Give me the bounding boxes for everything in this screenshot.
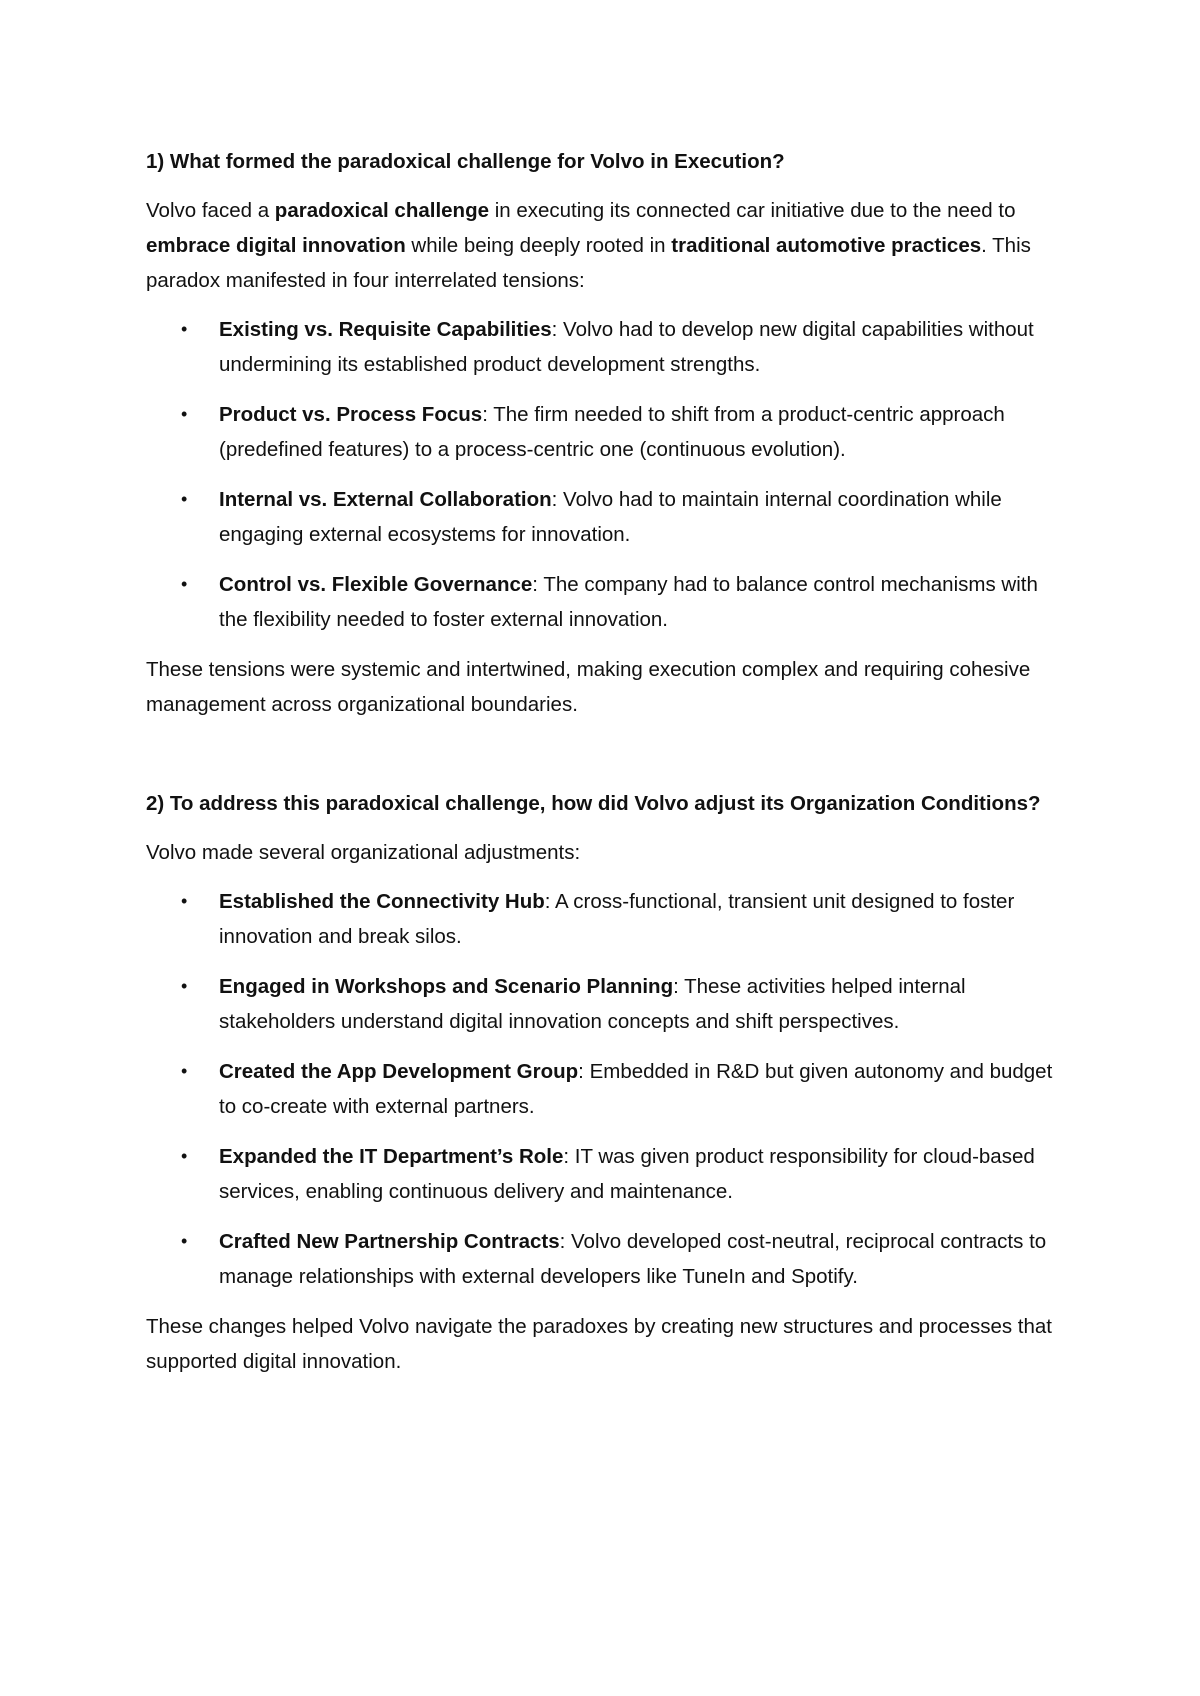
bullet-icon: • [181, 319, 188, 339]
intro-bold-1: paradoxical challenge [274, 199, 489, 222]
bullet-icon: • [181, 976, 188, 996]
list-item [146, 567, 1066, 637]
item-term: Created the App Development Group [219, 1060, 579, 1083]
item-text: : IT was given product responsibility for cloud-based services, enabling continuous delivery and maintenance. [219, 1145, 1035, 1203]
list-item [146, 482, 1066, 552]
section1-intro [146, 193, 1066, 298]
intro-text-1: Volvo faced a [146, 199, 275, 222]
item-term: Engaged in Workshops and Scenario Planning [219, 975, 674, 998]
bullet-icon: • [181, 574, 188, 594]
item-text: : Embedded in R&D but given autonomy and budget to co-create with external partners. [219, 1060, 1053, 1118]
intro-text-4: . This paradox manifested in four interrelated tensions: [146, 234, 1031, 292]
section1-conclusion: These tensions were systemic and intertwined, making execution complex and requiring cohesive management across organizational boundaries. [146, 658, 1031, 716]
list-item [146, 1224, 1066, 1294]
item-text: : Volvo had to develop new digital capabilities without undermining its established product development strengths. [219, 318, 1034, 376]
intro-text-2: in executing its connected car initiative due to the need to [489, 199, 1016, 222]
section-spacer [146, 736, 1066, 786]
section1-heading: 1) What formed the paradoxical challenge for Volvo in Execution? [146, 150, 785, 173]
list-item [146, 1054, 1066, 1124]
section2-heading: 2) To address this paradoxical challenge, how did Volvo adjust its Organization Conditions? [146, 792, 1041, 815]
item-text: : Volvo had to maintain internal coordination while engaging external ecosystems for innovation. [219, 488, 1002, 546]
bullet-icon: • [181, 489, 188, 509]
item-text: : The firm needed to shift from a product-centric approach (predefined features) to a process-centric one (continuous evolution). [219, 403, 1005, 461]
list-item [146, 884, 1066, 954]
adjustments-list [146, 884, 1066, 1294]
list-item [146, 1139, 1066, 1209]
item-text: : The company had to balance control mechanisms with the flexibility needed to foster external innovation. [219, 573, 1038, 631]
section2-intro: Volvo made several organizational adjustments: [146, 841, 581, 864]
bullet-icon: • [181, 891, 188, 911]
item-term: Internal vs. External Collaboration [219, 488, 552, 511]
item-term: Established the Connectivity Hub [219, 890, 545, 913]
intro-text-3: while being deeply rooted in [405, 234, 672, 257]
list-item [146, 969, 1066, 1039]
list-item [146, 312, 1066, 382]
item-term: Product vs. Process Focus [219, 403, 483, 426]
item-term: Existing vs. Requisite Capabilities [219, 318, 552, 341]
list-item [146, 397, 1066, 467]
intro-bold-3: traditional automotive practices [671, 234, 982, 257]
document-page [146, 144, 1066, 1393]
bullet-icon: • [181, 1231, 188, 1251]
bullet-icon: • [181, 404, 188, 424]
item-text: : Volvo developed cost-neutral, reciprocal contracts to manage relationships with external developers like TuneIn and Spotify. [219, 1230, 1047, 1288]
tensions-list [146, 312, 1066, 637]
item-term: Expanded the IT Department’s Role [219, 1145, 564, 1168]
item-text: : A cross-functional, transient unit designed to foster innovation and break silos. [219, 890, 1015, 948]
intro-bold-2: embrace digital innovation [146, 234, 406, 257]
item-term: Crafted New Partnership Contracts [219, 1230, 560, 1253]
section2-conclusion: These changes helped Volvo navigate the paradoxes by creating new structures and processes that supported digital innovation. [146, 1315, 1052, 1373]
item-text: : These activities helped internal stakeholders understand digital innovation concepts and shift perspectives. [219, 975, 966, 1033]
item-term: Control vs. Flexible Governance [219, 573, 533, 596]
bullet-icon: • [181, 1061, 188, 1081]
bullet-icon: • [181, 1146, 188, 1166]
